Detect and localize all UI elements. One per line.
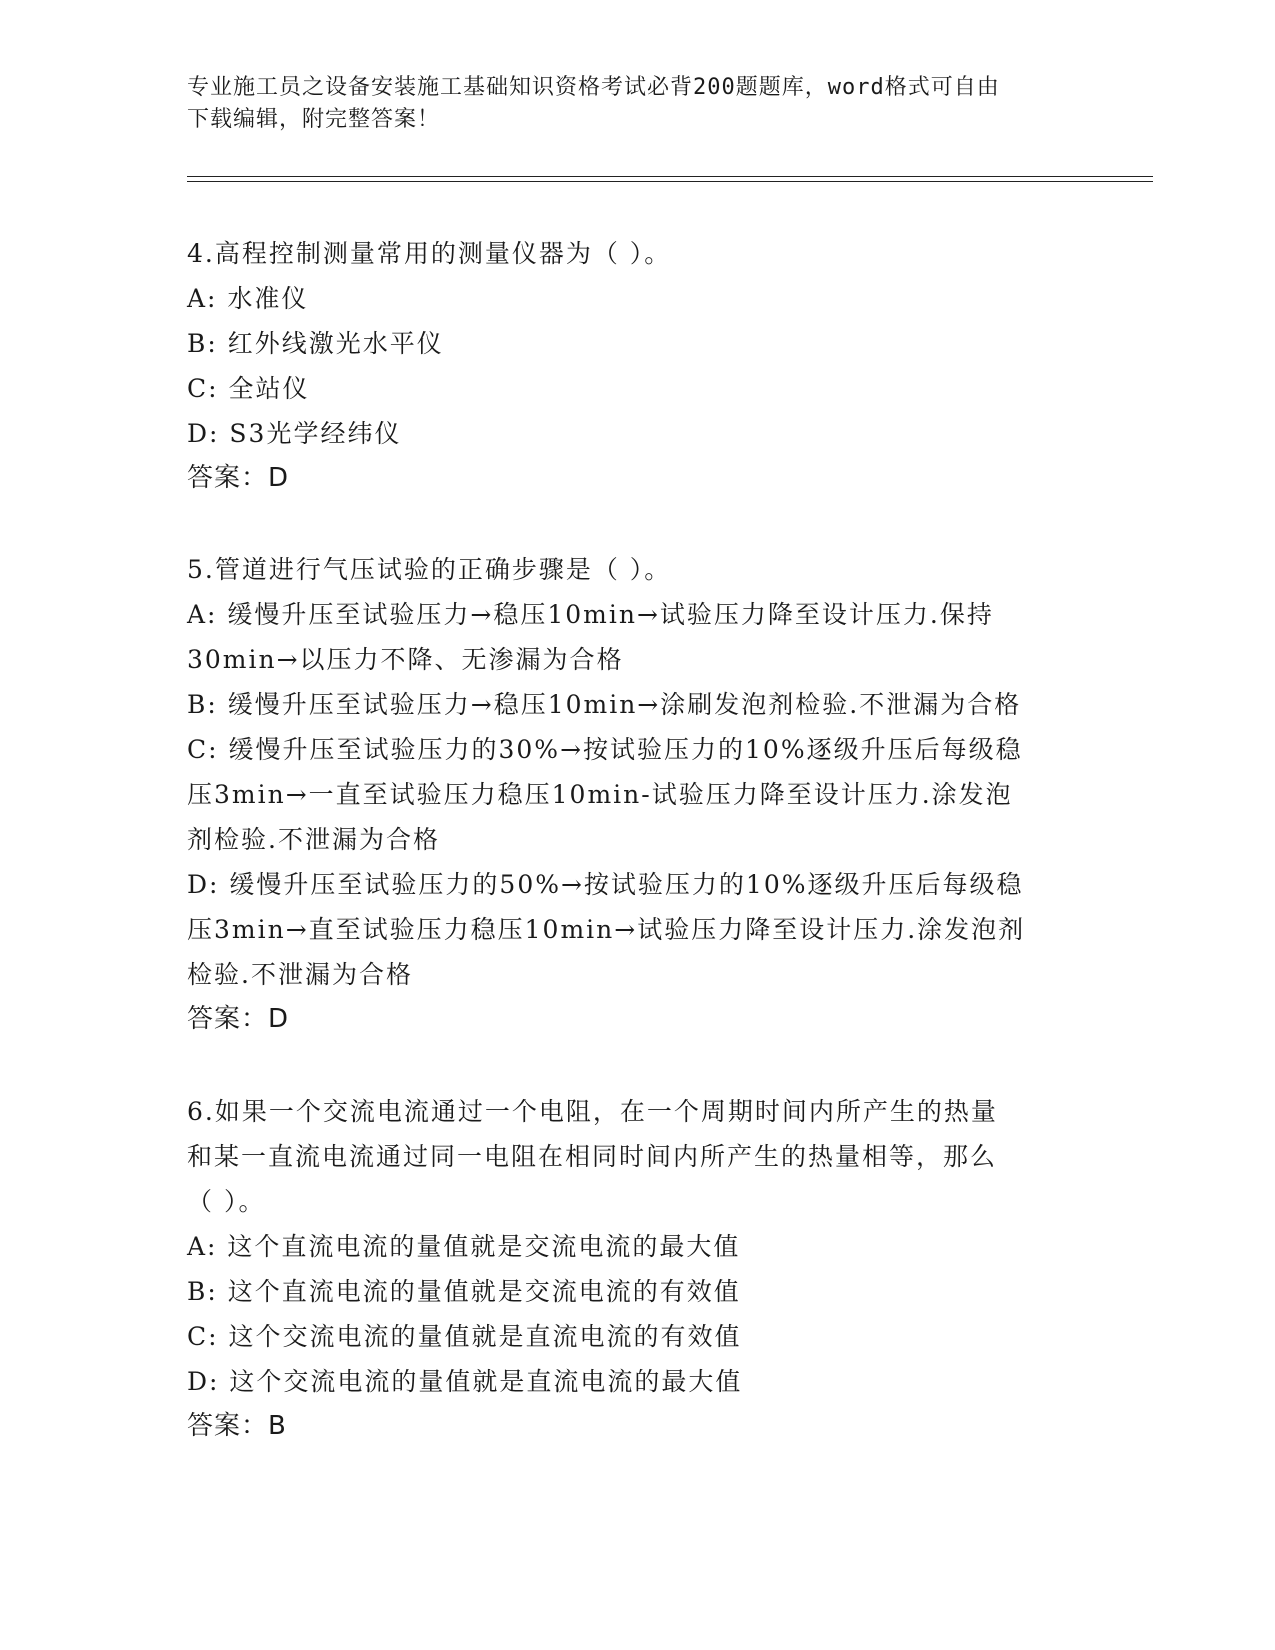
document-header-line-1: 专业施工员之设备安装施工基础知识资格考试必背200题题库，word格式可自由 — [187, 75, 1000, 100]
question-5-option-d-line-3: 检验.不泄漏为合格 — [187, 960, 413, 989]
question-6-stem-line-3: （ ）。 — [187, 1187, 266, 1216]
question-6-answer: 答案：B — [187, 1411, 287, 1441]
question-6-option-c: C: 这个交流电流的量值就是直流电流的有效值 — [187, 1322, 742, 1351]
question-5-option-c-line-2: 压3min→一直至试验压力稳压10min-试验压力降至设计压力.涂发泡 — [187, 780, 1013, 809]
question-5-option-d-line-2: 压3min→直至试验压力稳压10min→试验压力降至设计压力.涂发泡剂 — [187, 915, 1026, 944]
question-5-option-c-line-3: 剂检验.不泄漏为合格 — [187, 825, 440, 854]
question-6-stem-line-2: 和某一直流电流通过同一电阻在相同时间内所产生的热量相等，那么 — [187, 1142, 998, 1171]
question-5-answer: 答案：D — [187, 1004, 290, 1034]
question-4-option-a: A: 水准仪 — [187, 284, 309, 313]
question-5-option-a-line-1: A: 缓慢升压至试验压力→稳压10min→试验压力降至设计压力.保持 — [187, 600, 994, 629]
question-6-option-d: D: 这个交流电流的量值就是直流电流的最大值 — [187, 1367, 743, 1396]
question-4-option-c: C: 全站仪 — [187, 374, 310, 403]
question-6-stem-line-1: 6.如果一个交流电流通过一个电阻，在一个周期时间内所产生的热量 — [187, 1097, 998, 1126]
question-5-option-b: B: 缓慢升压至试验压力→稳压10min→涂刷发泡剂检验.不泄漏为合格 — [187, 690, 1022, 719]
header-divider-top — [187, 176, 1153, 177]
question-4-stem: 4.高程控制测量常用的测量仪器为（ ）。 — [187, 239, 672, 268]
question-4-answer: 答案：D — [187, 463, 290, 493]
question-4-option-b: B: 红外线激光水平仪 — [187, 329, 444, 358]
question-5-option-d-line-1: D: 缓慢升压至试验压力的50%→按试验压力的10%逐级升压后每级稳 — [187, 870, 1024, 899]
question-4-option-d: D: S3光学经纬仪 — [187, 419, 402, 448]
document-header-line-2: 下载编辑，附完整答案！ — [187, 107, 441, 132]
question-5-option-a-line-2: 30min→以压力不降、无渗漏为合格 — [187, 645, 624, 674]
header-divider-bottom — [187, 181, 1153, 182]
question-6-option-b: B: 这个直流电流的量值就是交流电流的有效值 — [187, 1277, 741, 1306]
question-5-option-c-line-1: C: 缓慢升压至试验压力的30%→按试验压力的10%逐级升压后每级稳 — [187, 735, 1023, 764]
question-5-stem: 5.管道进行气压试验的正确步骤是（ ）。 — [187, 555, 672, 584]
question-6-option-a: A: 这个直流电流的量值就是交流电流的最大值 — [187, 1232, 741, 1261]
